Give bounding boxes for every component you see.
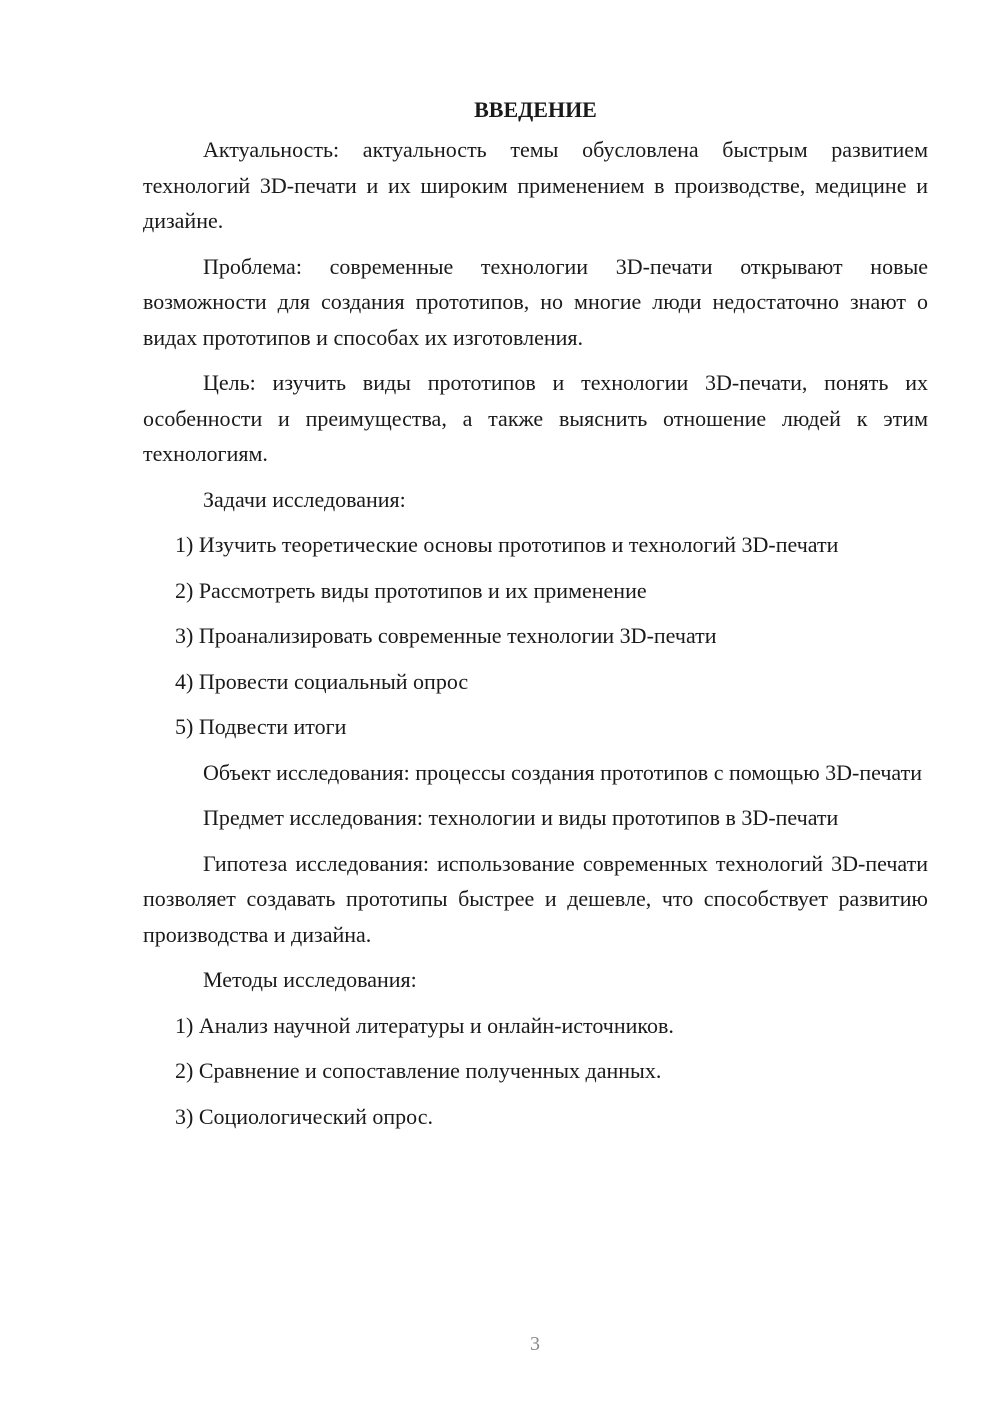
hypothesis-paragraph: Гипотеза исследования: использование современных технологий 3D-печати позволяет создавать прототипы быстрее и дешевле, что способствует развитию производства и дизайна. bbox=[143, 850, 928, 947]
goal-paragraph: Цель: изучить виды прототипов и технологии 3D-печати, понять их особенности и преимущества, а также выяснить отношение людей к этим технологиям. bbox=[143, 370, 928, 466]
object-paragraph: Объект исследования: процессы создания прототипов с помощью 3D-печати bbox=[203, 759, 922, 785]
relevance-paragraph: Актуальность: актуальность темы обусловлена быстрым развитием технологий 3D-печати и их широким применением в производстве, медицине и дизайне. bbox=[143, 137, 928, 233]
list-item: 2) Рассмотреть виды прототипов и их применение bbox=[175, 577, 647, 603]
list-item: 3) Социологический опрос. bbox=[175, 1103, 433, 1129]
list-item: 2) Сравнение и сопоставление полученных данных. bbox=[175, 1058, 662, 1083]
list-item: 1) Изучить теоретические основы прототипов и технологий 3D-печати bbox=[175, 532, 839, 557]
section-title: ВВЕДЕНИЕ bbox=[474, 97, 597, 122]
list-item: 1) Анализ научной литературы и онлайн-источников. bbox=[175, 1012, 674, 1038]
list-item: 3) Проанализировать современные технологии 3D-печати bbox=[175, 623, 717, 648]
methods-list bbox=[143, 1008, 928, 1135]
page-number: 3 bbox=[530, 1333, 540, 1355]
problem-paragraph: Проблема: современные технологии 3D-печати открывают новые возможности для создания прототипов, но многие люди недостаточно знают о видах прототипов и способах их изготовления. bbox=[143, 253, 928, 350]
list-item: 5) Подвести итоги bbox=[175, 714, 347, 739]
subject-paragraph: Предмет исследования: технологии и виды прототипов в 3D-печати bbox=[203, 805, 839, 830]
tasks-label: Задачи исследования: bbox=[203, 486, 406, 512]
methods-label: Методы исследования: bbox=[203, 967, 417, 992]
document-page bbox=[143, 92, 928, 1144]
list-item: 4) Провести социальный опрос bbox=[175, 668, 469, 694]
tasks-list bbox=[143, 527, 928, 745]
